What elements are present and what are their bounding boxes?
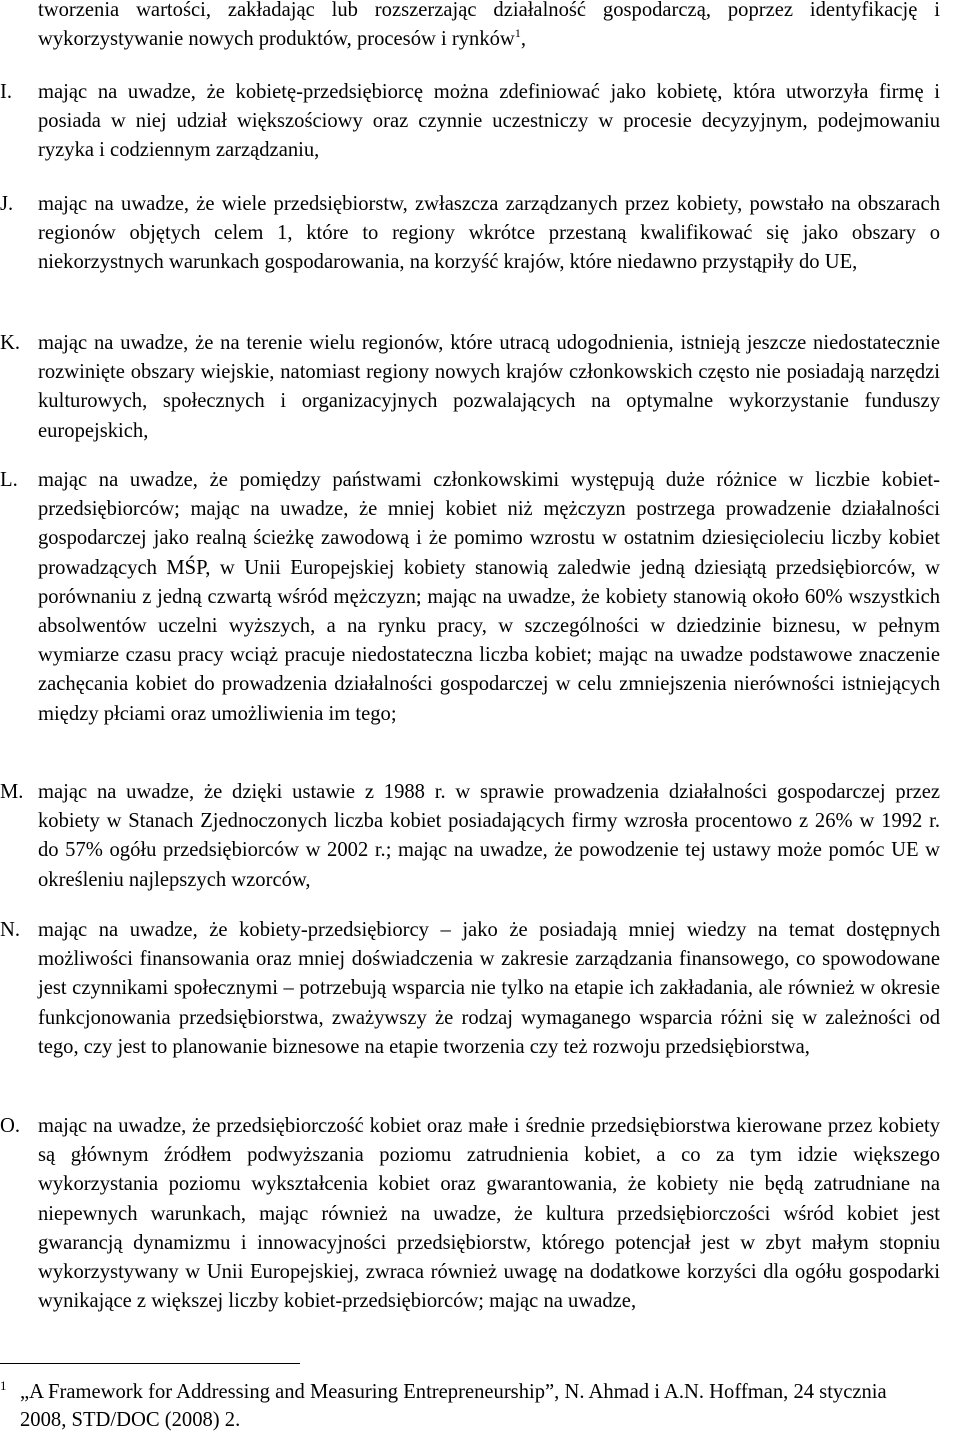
recital-text: mając na uwadze, że pomiędzy państwami członkowskimi występują duże różnice w liczbie kobiet-przedsiębiorców; mając na uwadze, że mniej kobiet niż mężczyzn postrzega prowadzenie działalności gospodarczej jako realną ścieżkę zawodową i że pomimo wzrostu w ostatnim dziesięcioleciu liczby kobiet prowadzących MŚP, w Unii Europejskiej kobiety stanowią zaledwie jedną dziesiątą przedsiębiorców, w porównaniu z jedną czwartą wśród mężczyzn; mając na uwadze, że kobiety stanowią około 60% wszystkich absolwentów uczelni wyższych, a na rynku pracy, w szczególności w dziedzinie biznesu, w pełnym wymiarze czasu pracy wciąż pracuje niedostateczna liczba kobiet; mając na uwadze podstawowe znaczenie zachęcania kobiet do prowadzenia działalności gospodarczej w celu zmniejszenia nierówności istniejących między płciami oraz umożliwienia im tego; (38, 469, 940, 725)
footnote-marker: 1 (0, 1378, 7, 1393)
recital-marker: L. (0, 469, 18, 491)
recital-marker: I. (0, 81, 13, 103)
lead-text: tworzenia wartości, zakładając lub rozszerzając działalność gospodarczą, poprzez identyfikację i wykorzystywanie nowych produktów, procesów i rynków (38, 0, 940, 51)
recital-marker: K. (0, 332, 21, 354)
recital-marker: O. (0, 1115, 21, 1137)
recital-text: mając na uwadze, że na terenie wielu regionów, które utracą udogodnienia, istnieją jeszcze niedostatecznie rozwinięte obszary wiejskie, natomiast regiony nowych krajów członkowskich często nie posiadają narzędzi kulturowych, społecznych i organizacyjnych pozwalających na optymalne wykorzystanie funduszy europejskich, (38, 332, 940, 442)
recital-text: mając na uwadze, że kobietę-przedsiębiorcę można zdefiniować jako kobietę, która utworzyła firmę i posiada w niej udział większościowy oraz czynnie uczestniczy w procesie decyzyjnym, podejmowaniu ryzyka i codziennym zarządzaniu, (38, 81, 940, 162)
footnote-text: „A Framework for Addressing and Measuring Entrepreneurship”, N. Ahmad i A.N. Hoffman, 24 stycznia 2008, STD/DOC (2008) 2. (20, 1381, 887, 1431)
recital-n (0, 916, 940, 1062)
recital-text: mając na uwadze, że kobiety-przedsiębiorcy – jako że posiadają mniej wiedzy na temat dostępnych możliwości finansowania oraz mniej doświadczenia w zakresie zarządzania finansowego, co spowodowane jest czynnikami społecznymi – potrzebują wsparcia nie tylko na etapie ich zakładania, ale również w okresie funkcjonowania przedsiębiorstwa, zważywszy że rodzaj wymaganego wsparcia różni się w zależności od tego, czy jest to planowanie biznesowe na etapie tworzenia czy też rozwoju przedsiębiorstwa, (38, 919, 940, 1058)
recital-k (0, 329, 940, 446)
recital-m (0, 778, 940, 895)
recital-l (0, 466, 940, 729)
recital-text: mając na uwadze, że wiele przedsiębiorstw, zwłaszcza zarządzanych przez kobiety, powstało na obszarach regionów objętych celem 1, które to regiony wkrótce przestaną kwalifikować się jako obszary o niekorzystnych warunkach gospodarowania, na korzyść krajów, które niedawno przystąpiły do UE, (38, 193, 940, 274)
recital-marker: N. (0, 919, 21, 941)
recital-marker: J. (0, 193, 14, 215)
footnote-reference[interactable]: 1 (514, 26, 521, 41)
lead-tail: , (520, 28, 526, 51)
recital-o (0, 1112, 940, 1316)
recital-marker: M. (0, 781, 24, 803)
recital-i (0, 78, 940, 166)
footnote (0, 1378, 920, 1434)
recital-text: mając na uwadze, że dzięki ustawie z 1988 r. w sprawie prowadzenia działalności gospodarczej przez kobiety w Stanach Zjednoczonych liczba kobiet posiadających firmy wzrosła procentowo z 26% w 1992 r. do 57% ogółu przedsiębiorców w 2002 r.; mając na uwadze, że powodzenie tej ustawy może pomóc UE w określeniu najlepszych wzorców, (38, 781, 940, 891)
recital-j (0, 190, 940, 278)
lead-paragraph-fragment (38, 0, 940, 54)
recital-text: mając na uwadze, że przedsiębiorczość kobiet oraz małe i średnie przedsiębiorstwa kierowane przez kobiety są głównym źródłem podwyższania poziomu zatrudnienia kobiet, a co za tym idzie większego wykorzystania poziomu wykształcenia kobiet oraz gwarantowania, że kobiety nie będą zatrudniane na niepewnych warunkach, mając również na uwadze, że kultura przedsiębiorczości wśród kobiet jest gwarancją dynamizmu i innowacyjności przedsiębiorstw, którego potencjał jest w zbyt małym stopniu wykorzystywany w Unii Europejskiej, zwraca również uwagę na dodatkowe korzyści dla ogółu gospodarki wynikające z większej liczby kobiet-przedsiębiorców; mając na uwadze, (38, 1115, 940, 1313)
footnote-separator (0, 1363, 300, 1364)
